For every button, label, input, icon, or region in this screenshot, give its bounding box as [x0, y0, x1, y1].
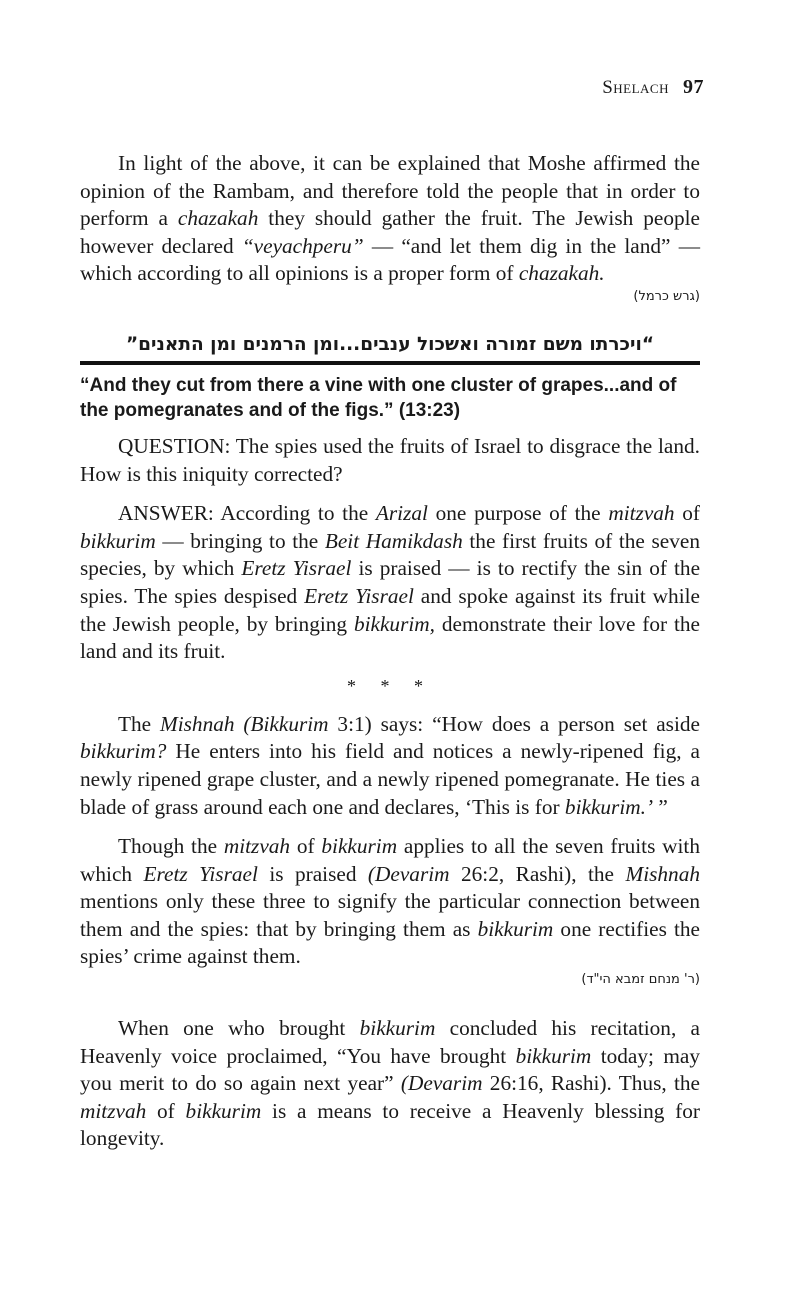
italic-term: bikkurim?: [80, 739, 167, 764]
text-run: one purpose of the: [427, 501, 609, 526]
italic-term: bikkurim: [185, 1098, 262, 1123]
text-run: 26:2, Rashi), the: [449, 861, 626, 886]
text-run: concluded his recitation, a Heavenly voice proclaimed, “You have brought: [80, 1016, 700, 1068]
paragraph-answer: [80, 500, 700, 666]
italic-term: Eretz Yisrael: [143, 861, 258, 886]
text-run: applies to all the seven fruits with which: [80, 834, 700, 886]
verse-translation: “And they cut from there a vine with one cluster of grapes...and of the pomegranates and of the figs.” (13:23): [80, 374, 677, 421]
italic-term: bikkurim: [477, 916, 554, 941]
paragraph-final: [80, 1015, 700, 1153]
italic-term: bikkurim: [515, 1043, 592, 1068]
text-run: In light of the above, it can be explained that Moshe affirmed the opinion of the Rambam, and therefore told the people that in order to perform a: [80, 151, 700, 231]
spacer: [80, 987, 700, 1015]
text-run: — “and let them dig in the land” — which according to all opinions is a proper form of: [80, 233, 700, 286]
italic-term: chazakah.: [518, 261, 605, 286]
text-run: they should gather the fruit. The Jewish people however declared: [80, 206, 700, 258]
text-run: one rectifies the spies’ crime against them.: [80, 916, 700, 969]
text-run: is a means to receive a Heavenly blessing for longevity.: [80, 1098, 700, 1151]
text-run: of: [146, 1098, 186, 1123]
text-run: When one who brought: [118, 1016, 360, 1041]
italic-term: Beit Hamikdash: [324, 528, 463, 553]
italic-term: Mishnah (Bikkurim: [159, 711, 329, 736]
paragraph-question: QUESTION: The spies used the fruits of Israel to disgrace the land. How is this iniquity corrected?: [80, 433, 700, 486]
text-column: [80, 150, 700, 1153]
text-run: today; may you merit to do so again next year”: [80, 1043, 700, 1096]
italic-term: chazakah: [177, 206, 259, 231]
paragraph-though: [80, 833, 700, 971]
section-title: Shelach: [602, 77, 669, 98]
source-attribution: (ר' מנחם זמבא הי"ד): [581, 972, 700, 988]
text-run: ANSWER: According to the: [118, 501, 376, 526]
italic-term: (Devarim: [367, 861, 450, 886]
page-number: 97: [683, 76, 704, 98]
source-attribution: (גרש כרמל): [633, 288, 700, 304]
italic-term: bikkurim: [321, 834, 398, 859]
text-run: is praised: [257, 861, 368, 886]
text-run: He enters into his field and notices a newly-ripened fig, a newly ripened grape cluster, and a newly ripened pomegranate. He ties a blade of grass around each one and declares, ‘This is for: [80, 739, 700, 819]
text-run: The: [118, 711, 160, 736]
italic-term: Arizal: [375, 501, 428, 526]
text-run: 26:16, Rashi). Thus, the: [482, 1071, 700, 1096]
italic-term: bikkurim.’: [564, 794, 654, 819]
paragraph-intro: [80, 150, 700, 288]
text-run: of: [290, 834, 322, 859]
text-run: demonstrate their love for the land and its fruit.: [80, 611, 701, 664]
text-run: is praised — is to rectify the sin of the spies. The spies despised: [80, 556, 701, 608]
italic-term: Mishnah: [625, 861, 700, 886]
italic-term: bikkurim,: [353, 611, 435, 636]
text-run: Though the: [118, 834, 224, 859]
text-run: ”: [653, 794, 668, 819]
italic-term: (Devarim: [400, 1071, 483, 1096]
text-run: and spoke against its fruit while the Jewish people, by bringing: [80, 583, 700, 636]
paragraph-mishnah: [80, 711, 700, 821]
text-run: the first fruits of the seven species, by which: [80, 528, 700, 581]
italic-term: mitzvah: [608, 501, 675, 526]
italic-term: bikkurim: [359, 1016, 436, 1041]
hebrew-verse-heading: “ויכרתו משם זמורה ואשכול ענבים...ומן הרמנים ומן התאנים”: [80, 334, 700, 365]
text-run: — bringing to the: [155, 528, 325, 553]
italic-term: “veyachperu”: [241, 233, 364, 258]
italic-term: Eretz Yisrael: [304, 583, 414, 608]
section-separator: * * *: [347, 675, 433, 696]
italic-term: Eretz Yisrael: [241, 556, 352, 581]
text-run: of: [674, 501, 701, 526]
text-run: mentions only these three to signify the particular connection between them and the spies: that by bringing them as: [80, 889, 700, 941]
text-run: 3:1) says: “How does a person set aside: [328, 711, 700, 736]
running-head: [602, 76, 704, 99]
italic-term: bikkurim: [80, 528, 156, 553]
italic-term: mitzvah: [223, 834, 291, 859]
italic-term: mitzvah: [80, 1098, 147, 1123]
